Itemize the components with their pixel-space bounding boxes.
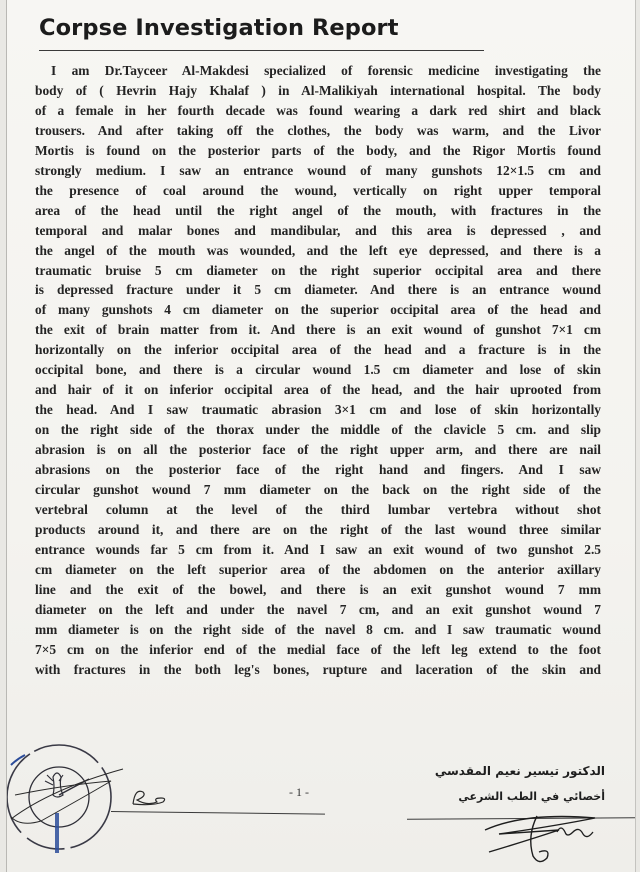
body-line: vertebral column at the level of the third lumbar vertebra without shot [35,501,601,517]
body-line: the head. And I saw traumatic abrasion 3×1 cm and lose of skin horizontally [35,402,601,418]
witness-signature [129,786,169,808]
body-line: with fractures in the both leg's bones, rupture and laceration of the skin and [35,661,601,677]
body-line: the presence of coal around the wound, vertically on right upper temporal [35,182,601,198]
body-line: mm diameter is on the right side of the navel 8 cm. and I saw traumatic wound [35,621,601,637]
body-line: circular gunshot wound 7 mm diameter on the back on the right side of the [35,482,601,498]
body-line: entrance wounds far 5 cm from it. And I saw an exit wound of two gunshot 2.5 [35,541,601,557]
official-stamp [6,735,133,855]
body-line: horizontally on the inferior occipital area of the head and a fracture is in the [35,342,601,358]
body-line: line and the exit of the bowel, and there is an exit gunshot wound 7 mm [35,581,601,597]
body-line: occipital bone, and there is a circular wound 1.5 cm diameter and lose of skin [35,362,601,378]
body-line: is depressed fracture under it 5 cm diameter. And there is an entrance wound [35,282,601,298]
body-line: trousers. And after taking off the clothes, the body was warm, and the Livor [35,122,601,138]
body-line: traumatic bruise 5 cm diameter on the right superior occipital area and there [35,262,601,278]
body-line: strongly medium. I saw an entrance wound of many gunshots 12×1.5 cm and [35,162,601,178]
body-line: of a female in her fourth decade was found wearing a dark red shirt and black [35,102,601,118]
body-line: Mortis is found on the posterior parts of the body, and the Rigor Mortis found [35,142,601,158]
signature-line-left [111,811,325,815]
page-number: - 1 - [289,785,309,799]
document-title: Corpse Investigation Report [39,15,399,41]
body-line: diameter on the left and under the navel 7 cm, and an exit gunshot wound 7 [35,601,601,617]
body-line: products around it, and there are on the right of the last wound three similar [35,521,601,537]
report-body [35,61,601,680]
signatory-name: الدكتور تيسير نعيم المقدسي [434,764,605,778]
body-line: the angel of the mouth was wounded, and the left eye depressed, and there is a [35,242,601,258]
body-line: I am Dr.Tayceer Al-Makdesi specialized of forensic medicine investigating the [51,63,601,78]
signatory-title: أخصائي في الطب الشرعي [458,790,605,803]
body-line: abrasions on the posterior face of the right hand and fingers. And I saw [35,462,601,478]
document-page [6,0,636,872]
doctor-signature [477,812,607,866]
body-line: and hair of it on inferior occipital area of the head, and the hair uprooted from [35,382,601,398]
body-line: body of ( Hevrin Hajy Khalaf ) in Al-Malikiyah international hospital. The body [35,82,601,98]
body-line: on the right side of the thorax under the middle of the clavicle 5 cm. and slip [35,422,601,438]
body-line: abrasion is on all the posterior face of the right upper arm, and there are nail [35,442,601,458]
body-line: 7×5 cm on the inferior end of the medial face of the left leg extend to the foot [35,641,601,657]
body-line: of many gunshots 4 cm diameter on the superior occipital area of the head and [35,302,601,318]
body-line: area of the head until the right angel of the mouth, with fractures in the [35,202,601,218]
body-line: temporal and malar bones and mandibular, and this area is depressed , and [35,222,601,238]
body-line: cm diameter on the left superior area of the abdomen on the anterior axillary [35,561,601,577]
body-line: the exit of brain matter from it. And there is an exit wound of gunshot 7×1 cm [35,322,601,338]
title-underline [39,50,484,51]
